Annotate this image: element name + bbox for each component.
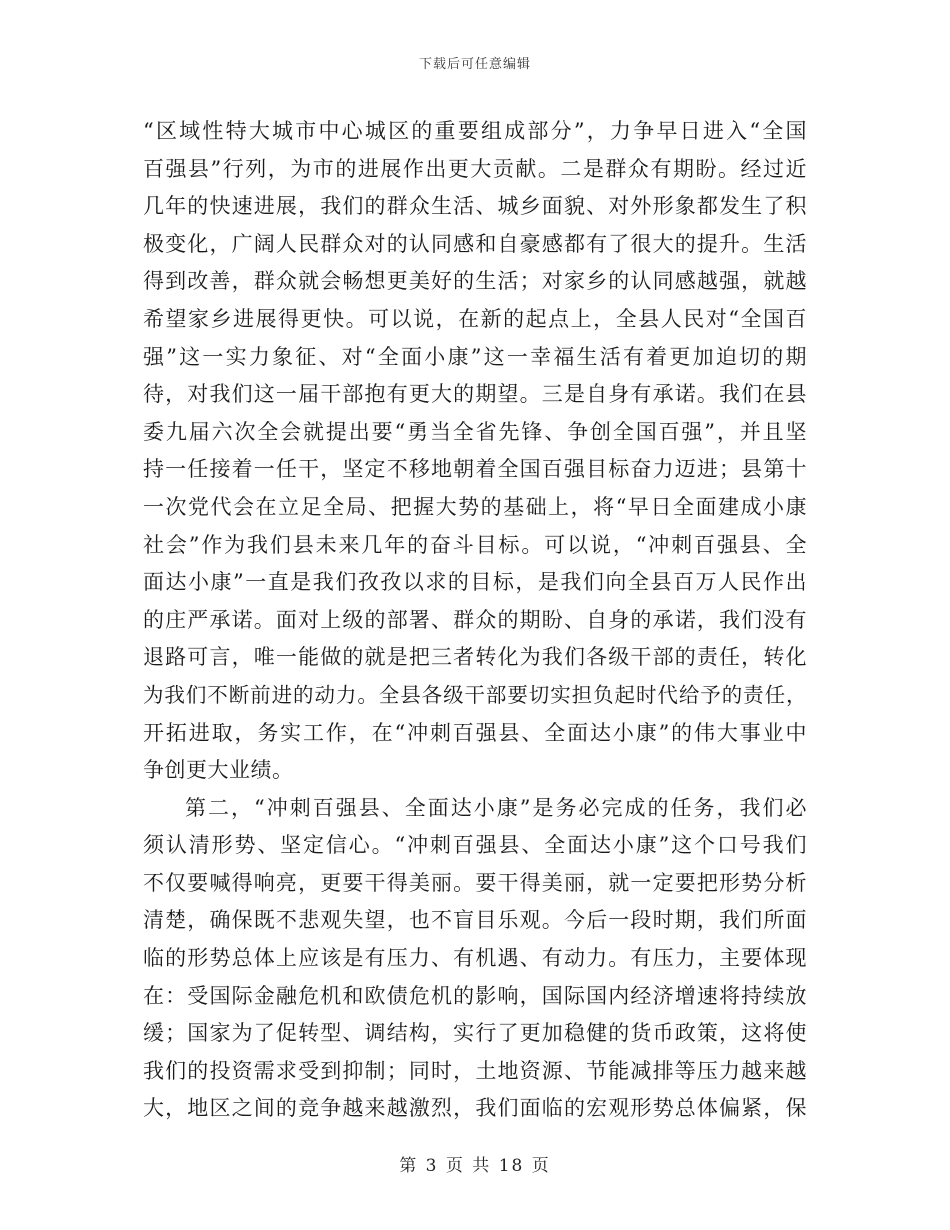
text-line: 强”这一实力象征、对“全面小康”这一幸福生活有着更加迫切的期 bbox=[143, 344, 807, 369]
text-line: 待，对我们这一届干部抱有更大的期望。三是自身有承诺。我们在县 bbox=[143, 382, 807, 407]
text-line: 得到改善，群众就会畅想更美好的生活；对家乡的认同感越强，就越 bbox=[143, 269, 807, 294]
text-line: “区域性特大城市中心城区的重要组成部分”，力争早日进入“全国 bbox=[143, 119, 807, 143]
text-line: 百强县”行列，为市的进展作出更大贡献。二是群众有期盼。经过近 bbox=[143, 156, 807, 181]
text-line: 缓；国家为了促转型、调结构，实行了更加稳健的货币政策，这将使 bbox=[143, 1021, 807, 1046]
paragraph-1 bbox=[143, 113, 807, 790]
text-line: 退路可言，唯一能做的就是把三者转化为我们各级干部的责任，转化 bbox=[143, 645, 807, 670]
text-line: 希望家乡进展得更快。可以说，在新的起点上，全县人民对“全国百 bbox=[143, 306, 807, 331]
text-line: 须认清形势、坚定信心。“冲刺百强县、全面达小康”这个口号我们 bbox=[143, 833, 807, 858]
text-line: 清楚，确保既不悲观失望，也不盲目乐观。今后一段时期，我们所面 bbox=[143, 908, 807, 933]
text-line: 第二，“冲刺百强县、全面达小康”是务必完成的任务，我们必 bbox=[185, 795, 807, 820]
text-line: 社会”作为我们县未来几年的奋斗目标。可以说，“冲刺百强县、全 bbox=[143, 532, 807, 557]
page-number-footer: 第 3 页 共 18 页 bbox=[399, 1156, 551, 1176]
text-line: 持一任接着一任干，坚定不移地朝着全国百强目标奋力迈进；县第十 bbox=[143, 457, 807, 482]
page-header-note: 下载后可任意编辑 bbox=[418, 57, 531, 72]
text-line: 临的形势总体上应该是有压力、有机遇、有动力。有压力，主要体现 bbox=[143, 946, 807, 971]
text-line: 争创更大业绩。 bbox=[143, 758, 294, 783]
text-line: 极变化，广阔人民群众对的认同感和自豪感都有了很大的提升。生活 bbox=[143, 231, 807, 256]
document-body bbox=[143, 113, 807, 1128]
text-line: 不仅要喊得响亮，更要干得美丽。要干得美丽，就一定要把形势分析 bbox=[143, 870, 807, 895]
text-line: 一次党代会在立足全局、把握大势的基础上，将“早日全面建成小康 bbox=[143, 494, 807, 519]
text-line: 大，地区之间的竞争越来越激烈，我们面临的宏观形势总体偏紧，保 bbox=[143, 1096, 807, 1121]
text-line: 我们的投资需求受到抑制；同时，土地资源、节能减排等压力越来越 bbox=[143, 1058, 807, 1083]
text-line: 在：受国际金融危机和欧债危机的影响，国际国内经济增速将持续放 bbox=[143, 983, 807, 1008]
text-line: 委九届六次全会就提出要“勇当全省先锋、争创全国百强”，并且坚 bbox=[143, 419, 807, 444]
text-line: 开拓进取，务实工作，在“冲刺百强县、全面达小康”的伟大事业中 bbox=[143, 720, 807, 745]
text-line: 的庄严承诺。面对上级的部署、群众的期盼、自身的承诺，我们没有 bbox=[143, 607, 807, 632]
text-line: 为我们不断前进的动力。全县各级干部要切实担负起时代给予的责任， bbox=[143, 682, 807, 707]
paragraph-2 bbox=[143, 790, 807, 1128]
text-line: 面达小康”一直是我们孜孜以求的目标，是我们向全县百万人民作出 bbox=[143, 570, 807, 595]
text-line: 几年的快速进展，我们的群众生活、城乡面貌、对外形象都发生了积 bbox=[143, 194, 807, 219]
